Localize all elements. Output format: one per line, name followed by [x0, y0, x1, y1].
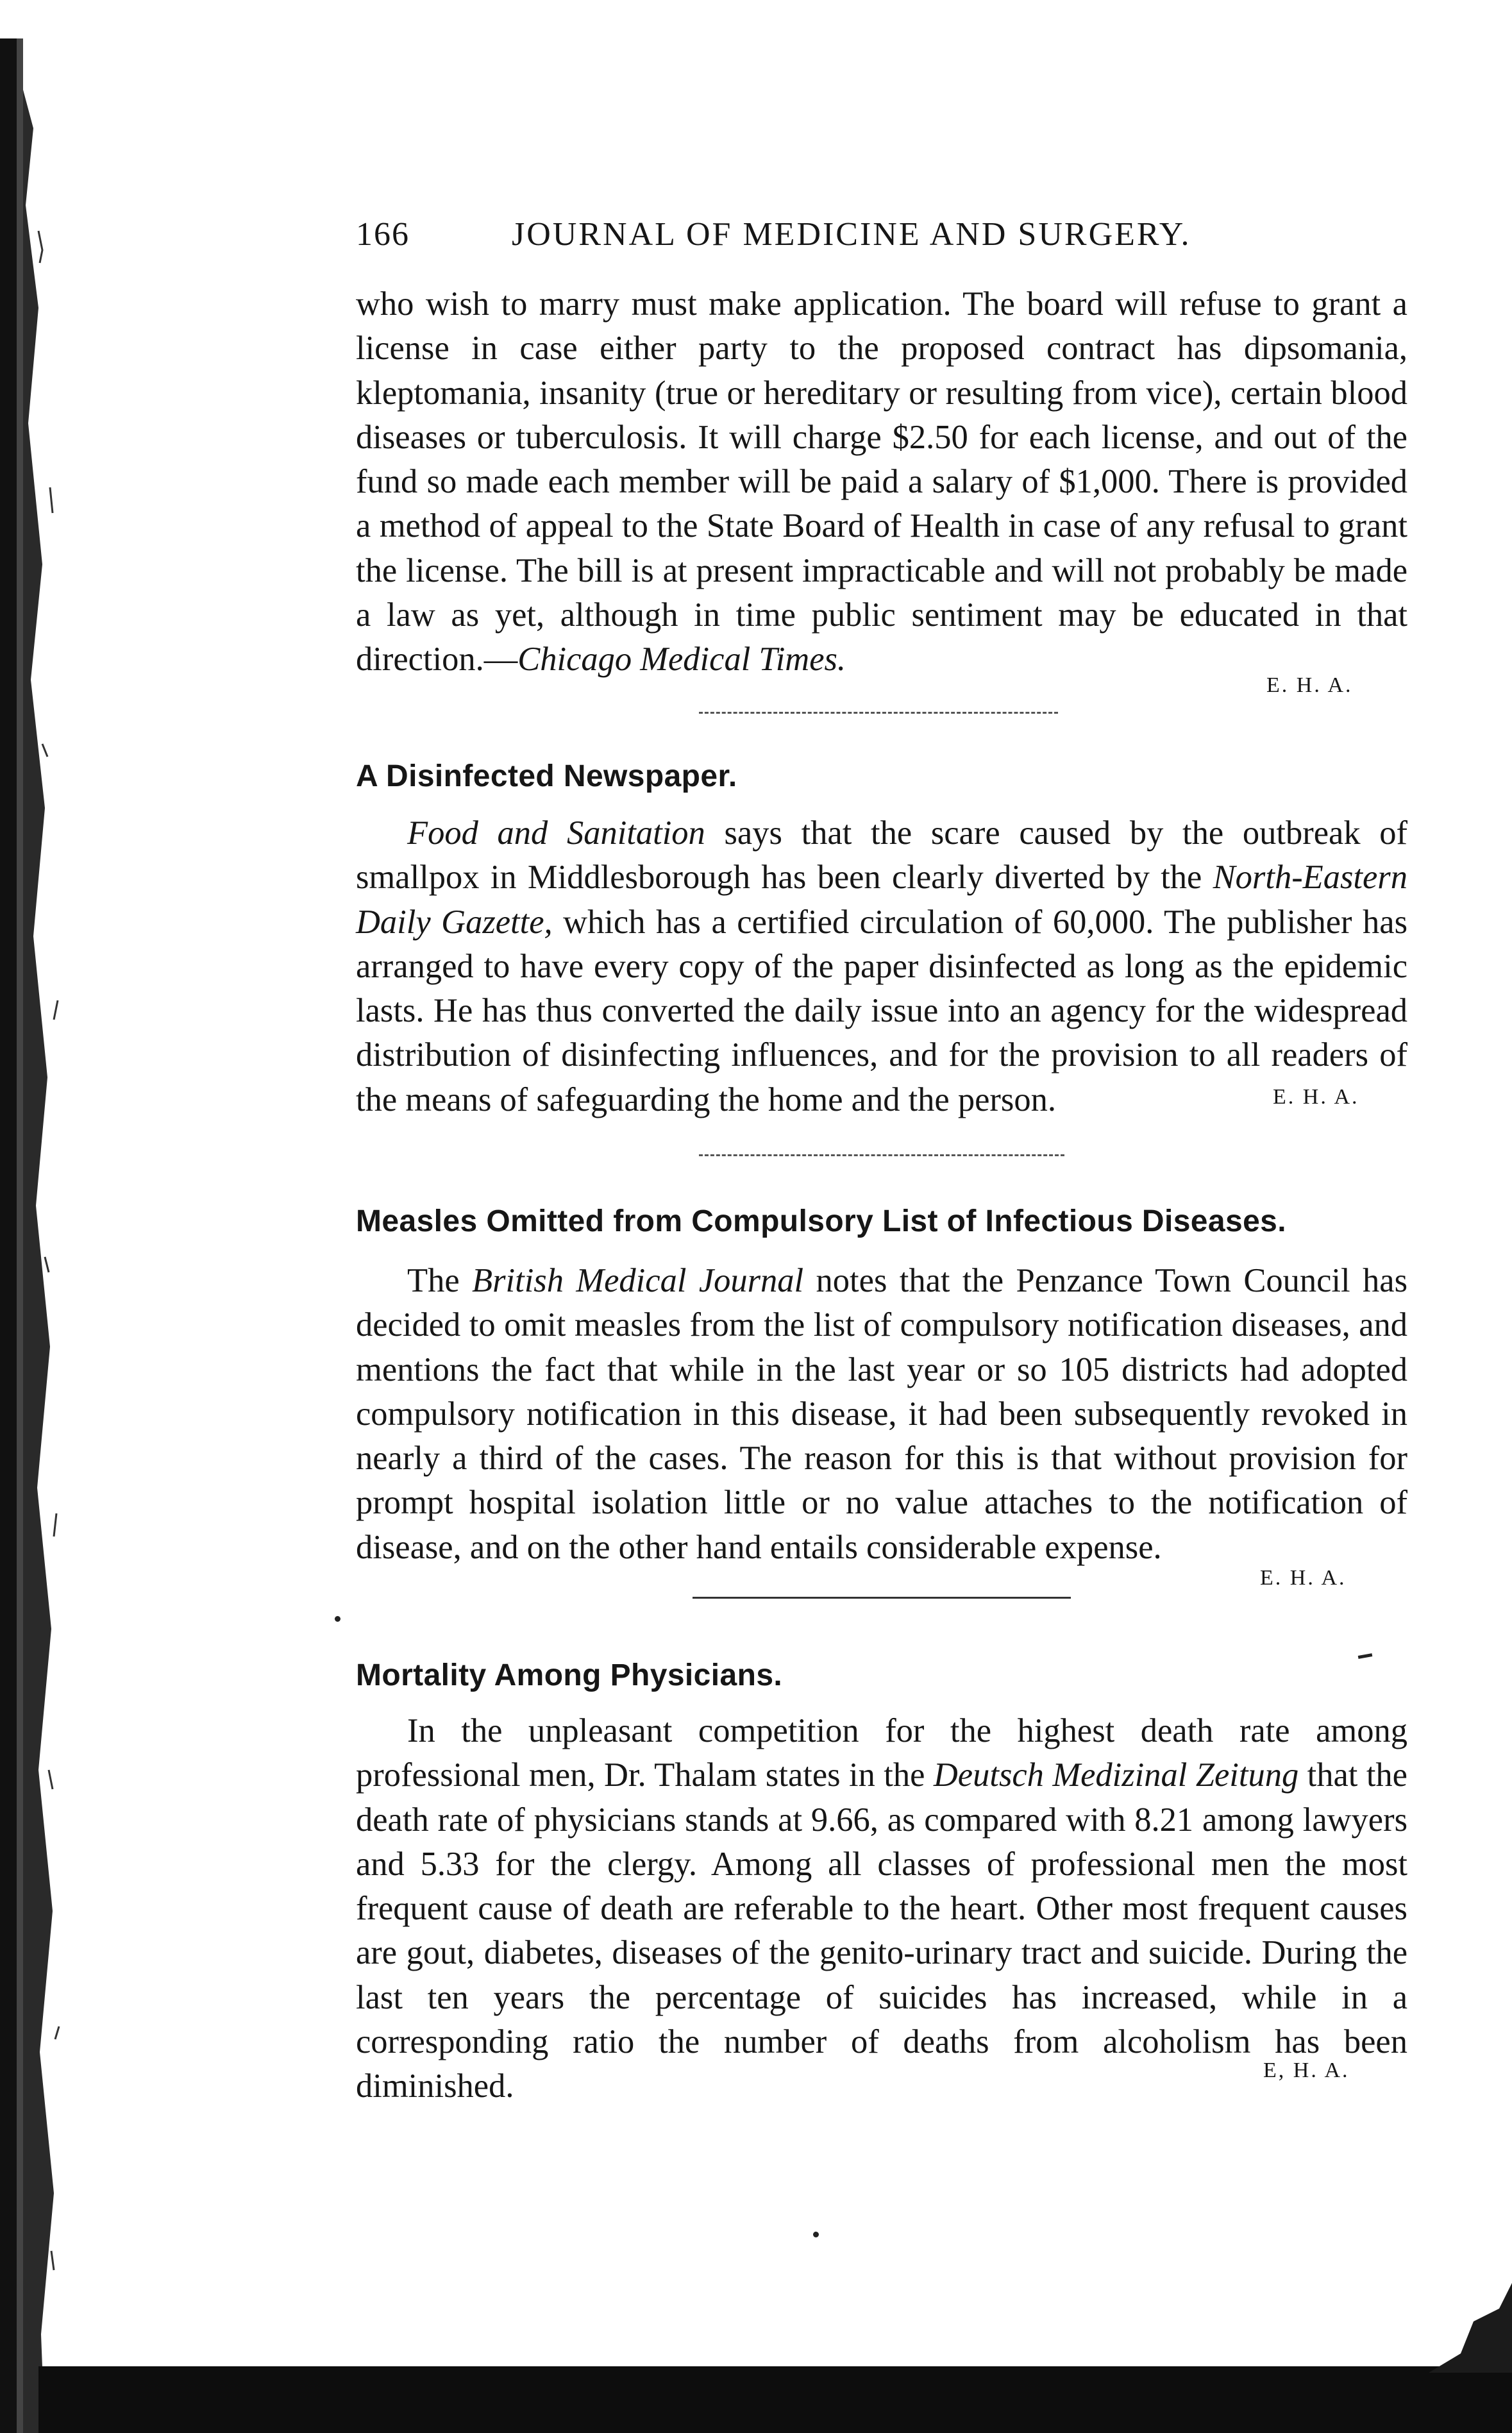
paragraph-text: says that the scare caused by the outbreak of smallpox in Middlesborough has been clearly diverted by the [356, 814, 1407, 897]
source-citation: Chicago Medical Times. [517, 641, 846, 678]
mortality-paragraph [356, 1709, 1407, 2109]
paragraph-text: that the death rate of physicians stands at 9.66, as compared with 8.21 among lawyers and 5.33 for the clergy. Among all classes of professional men the most frequent cause of death are referable to the heart. Other most frequent causes are gout, diabetes, diseases of the genito-urinary tract and suicide. During the last ten years the percentage of suicides has increased, while in a corresponding ratio the number of deaths from alcoholism has been diminished. [356, 1756, 1407, 2105]
binding-edge-shadow [0, 38, 77, 2433]
article-heading: A Disinfected Newspaper. [356, 759, 737, 793]
page-bottom-shadow [38, 2366, 1512, 2433]
measles-paragraph [356, 1259, 1407, 1570]
italic-title: Deutsch Medizinal Zeitung [933, 1756, 1299, 1794]
ink-speck [335, 1616, 340, 1622]
section-divider [693, 1597, 1071, 1599]
newspaper-paragraph [356, 811, 1407, 1122]
italic-title: Food and Sanitation [407, 814, 705, 852]
section-divider [699, 1154, 1064, 1156]
italic-title: British Medical Journal [472, 1262, 804, 1299]
ink-speck [813, 2232, 819, 2237]
signature: E. H. A. [1273, 1085, 1359, 1109]
continued-text: who wish to marry must make application. The board will refuse to grant a license in case either party to the proposed contract has dipsomania, kleptomania, insanity (true or hereditary or resulting from vice), certain blood diseases or tuberculosis. It will charge $2.50 for each license, and out of the fund so made each member will be paid a salary of $1,000. There is provided a method of appeal to the State Board of Health in case of any refusal to grant the license. The bill is at present impracticable and will not probably be made a law as yet, although in time public sentiment may be educated in that direction.— [356, 285, 1407, 678]
paragraph-text: notes that the Penzance Town Council has decided to omit measles from the list of compulsory notification diseases, and mentions the fact that while in the last year or so 105 districts had adopted compulsory notification in this disease, it had been subsequently revoked in nearly a third of the cases. The reason for this is that without provision for prompt hospital isolation little or no value attaches to the notification of disease, and on the other hand entails considerable expense. [356, 1262, 1407, 1566]
paragraph-text: The [407, 1262, 473, 1299]
ink-speck [1358, 1653, 1373, 1659]
running-head [356, 215, 1279, 267]
corner-smudge [1416, 2283, 1512, 2373]
section-divider [699, 712, 1058, 714]
paragraph-text: which has a certified circulation of 60,000. The publisher has arranged to have every copy of the paper disinfected as long as the epidemic lasts. He has thus converted the daily issue into an agency for the widespread distribution of disinfecting influences, and for the provision to all readers of the means of safeguarding the home and the person. [356, 903, 1407, 1118]
journal-title: JOURNAL OF MEDICINE AND SURGERY. [512, 216, 1191, 253]
signature: E, H. A. [1263, 2058, 1350, 2082]
italic-title: North-Eastern Daily Gazette, [356, 859, 1407, 941]
article-heading: Mortality Among Physicians. [356, 1658, 783, 1692]
signature: E. H. A. [1260, 1566, 1347, 1590]
signature: E. H. A. [1266, 673, 1353, 697]
article-heading: Measles Omitted from Compulsory List of Infectious Diseases. [356, 1204, 1287, 1238]
paragraph-text: In the unpleasant competition for the highest death rate among professional men, Dr. Thalam states in the [356, 1712, 1407, 1794]
continued-paragraph [356, 282, 1407, 682]
page-number: 166 [356, 216, 410, 253]
